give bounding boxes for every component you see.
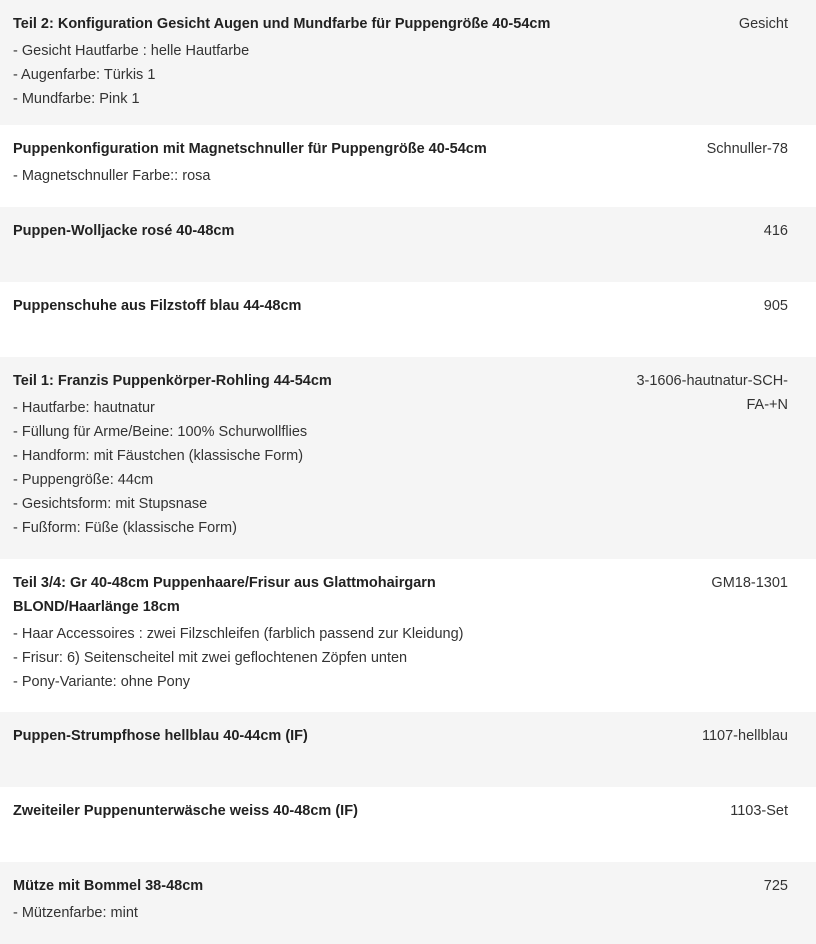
item-option: - Mützenfarbe: mint [13,905,138,921]
item-title: Puppenschuhe aus Filzstoff blau 44-48cm [13,298,302,314]
order-item-row [0,357,816,559]
order-item-row [0,787,816,862]
order-item-row [0,125,816,207]
item-option: - Handform: mit Fäustchen (klassische Form) [13,448,304,464]
order-item-row [0,862,816,944]
item-title: Teil 2: Konfiguration Gesicht Augen und Mundfarbe für Puppengröße 40-54cm [13,16,551,32]
item-option: - Pony-Variante: ohne Pony [13,674,191,690]
item-sku: 1107-hellblau [702,728,788,744]
item-option: - Puppengröße: 44cm [13,472,154,488]
item-sku: 3-1606-hautnatur-SCH-FA-+N [636,373,788,413]
item-sku: Gesicht [738,16,788,32]
item-option: - Frisur: 6) Seitenscheitel mit zwei geflochtenen Zöpfen unten [13,650,408,666]
item-sku: Schnuller-78 [706,141,788,157]
item-sku: 905 [763,298,788,314]
order-item-row [0,559,816,712]
item-title: Zweiteiler Puppenunterwäsche weiss 40-48cm (IF) [13,803,358,819]
item-option: - Gesichtsform: mit Stupsnase [13,496,208,512]
item-option: - Mundfarbe: Pink 1 [13,91,140,107]
item-sku: GM18-1301 [711,575,788,591]
item-option: - Augenfarbe: Türkis 1 [13,67,156,83]
item-option: - Füllung für Arme/Beine: 100% Schurwollflies [13,424,308,440]
order-item-row [0,712,816,787]
item-title: Teil 3/4: Gr 40-48cm Puppenhaare/Frisur aus Glattmohairgarn BLOND/Haarlänge 18cm [13,575,436,615]
item-sku: 1103-Set [730,803,788,819]
item-sku: 416 [763,223,788,239]
item-title: Puppenkonfiguration mit Magnetschnuller für Puppengröße 40-54cm [13,141,487,157]
item-title: Puppen-Strumpfhose hellblau 40-44cm (IF) [13,728,308,744]
item-title: Teil 1: Franzis Puppenkörper-Rohling 44-54cm [13,373,332,389]
item-title: Mütze mit Bommel 38-48cm [13,878,204,894]
item-option: - Gesicht Hautfarbe : helle Hautfarbe [13,43,250,59]
item-option: - Fußform: Füße (klassische Form) [13,520,237,536]
item-sku: 725 [763,878,788,894]
item-title: Puppen-Wolljacke rosé 40-48cm [13,223,235,239]
item-option: - Haar Accessoires : zwei Filzschleifen (farblich passend zur Kleidung) [13,626,464,642]
order-item-row [0,0,816,125]
item-option: - Magnetschnuller Farbe:: rosa [13,168,211,184]
item-option: - Hautfarbe: hautnatur [13,400,155,416]
order-item-row [0,282,816,357]
order-item-row [0,207,816,282]
